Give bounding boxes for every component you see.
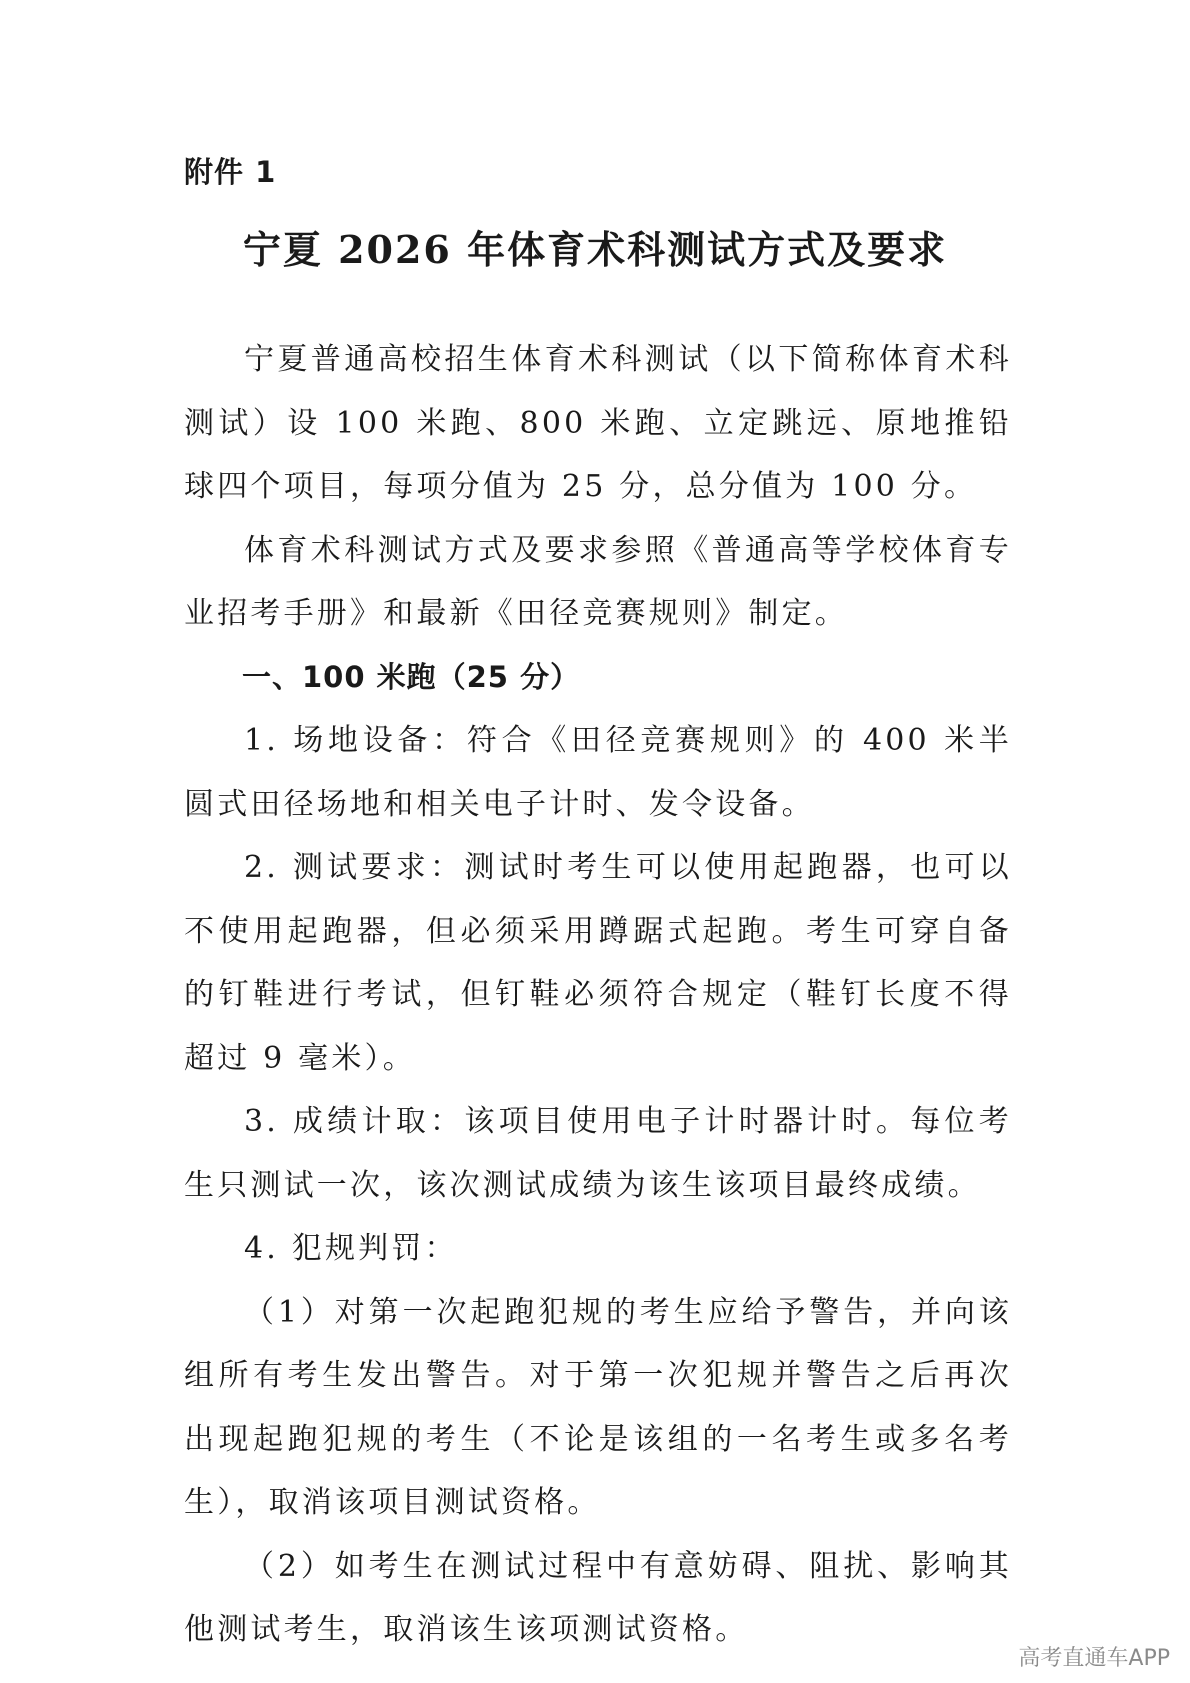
- item-venue-equipment: 1. 场地设备：符合《田径竞赛规则》的 400 米半圆式田径场地和相关电子计时、发令设备。: [184, 723, 1012, 822]
- item-foul-penalty: 4. 犯规判罚：: [244, 1231, 458, 1266]
- foul-rule-2: （2）如考生在测试过程中有意妨碍、阻扰、影响其他测试考生，取消该生该项测试资格。: [184, 1548, 1012, 1647]
- document-title: 宁夏 2026 年体育术科测试方式及要求: [242, 227, 948, 272]
- watermark: 高考直通车APP: [1018, 1646, 1170, 1671]
- attachment-label: 附件 1: [184, 155, 277, 189]
- item-test-requirements: 2. 测试要求：测试时考生可以使用起跑器，也可以不使用起跑器，但必须采用蹲踞式起跑。考生可穿自备的钉鞋进行考试，但钉鞋必须符合规定（鞋钉长度不得超过 9 毫米）。: [184, 850, 1012, 1076]
- section-heading-100m: 一、100 米跑（25 分）: [242, 659, 581, 694]
- document-body: [184, 328, 1012, 1662]
- intro-paragraph-1: 宁夏普通高校招生体育术科测试（以下简称体育术科测试）设 100 米跑、800 米跑、立定跳远、原地推铅球四个项目，每项分值为 25 分，总分值为 100 分。: [184, 342, 1012, 504]
- item-scoring: 3. 成绩计取：该项目使用电子计时器计时。每位考生只测试一次，该次测试成绩为该生该项目最终成绩。: [184, 1104, 1012, 1203]
- intro-paragraph-2: 体育术科测试方式及要求参照《普通高等学校体育专业招考手册》和最新《田径竞赛规则》制定。: [184, 532, 1012, 631]
- foul-rule-1: （1）对第一次起跑犯规的考生应给予警告，并向该组所有考生发出警告。对于第一次犯规并警告之后再次出现起跑犯规的考生（不论是该组的一名考生或多名考生），取消该项目测试资格。: [184, 1294, 1012, 1520]
